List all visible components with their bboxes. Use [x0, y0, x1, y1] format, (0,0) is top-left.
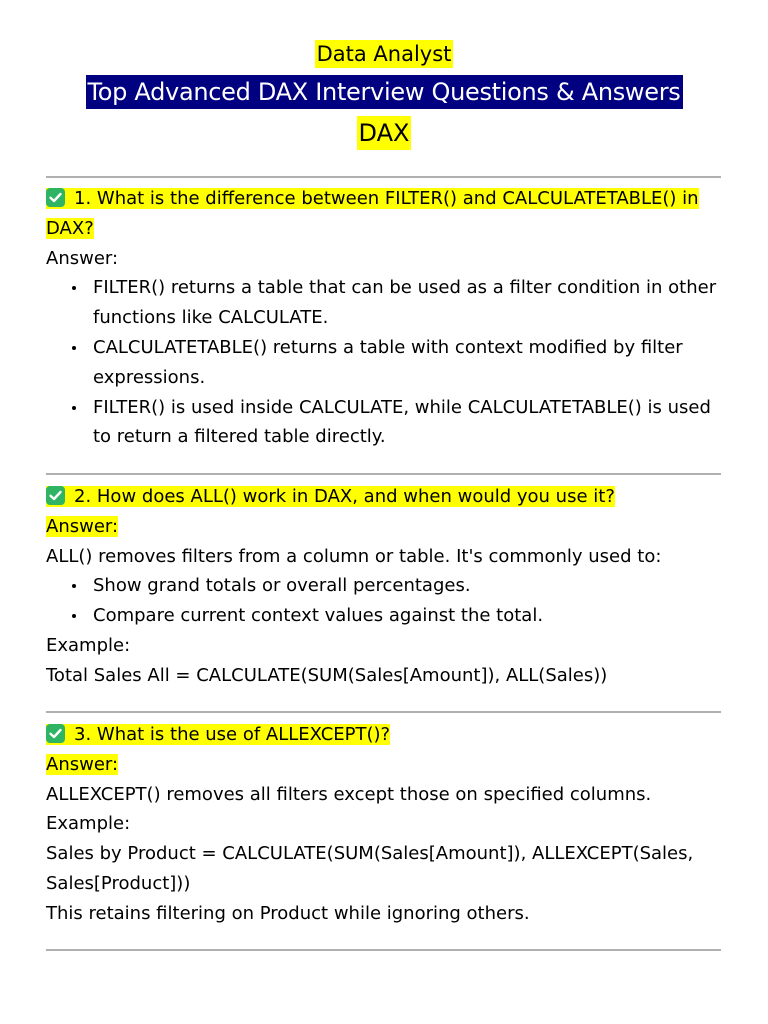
divider — [46, 473, 721, 475]
list-item: FILTER() is used inside CALCULATE, while CALCULATETABLE() is used to return a filtered table directly. — [46, 393, 726, 453]
example-code: Total Sales All = CALCULATE(SUM(Sales[Amount]), ALL(Sales)) — [46, 664, 608, 686]
question-1-text: 1. What is the difference between FILTER() and CALCULATETABLE() in DAX? — [46, 188, 699, 239]
question-1 — [46, 184, 726, 244]
example-code: Sales by Product = CALCULATE(SUM(Sales[Amount]), ALLEXCEPT(Sales, Sales[Product])) — [46, 843, 694, 894]
answer-label: Answer: — [46, 753, 119, 775]
list-item: Compare current context values against the total. — [46, 601, 726, 631]
question-2 — [46, 482, 726, 512]
answer-list — [46, 571, 726, 631]
check-mark-icon — [46, 188, 65, 207]
list-item: Show grand totals or overall percentages. — [46, 571, 726, 601]
document-subtitle: Data Analyst — [316, 42, 452, 66]
answer-intro: ALLEXCEPT() removes all filters except those on specified columns. — [46, 783, 652, 805]
divider — [46, 176, 721, 178]
question-1-section — [46, 184, 726, 452]
question-2-section — [46, 482, 726, 691]
divider — [46, 949, 721, 951]
question-3-section — [46, 720, 726, 929]
question-3 — [46, 720, 726, 750]
answer-label: Answer: — [46, 247, 119, 269]
document-title: Top Advanced DAX Interview Questions & Answers — [86, 75, 683, 109]
document-header — [0, 40, 768, 150]
list-item: CALCULATETABLE() returns a table with context modified by filter expressions. — [46, 333, 726, 393]
example-label: Example: — [46, 634, 131, 656]
answer-intro: ALL() removes filters from a column or table. It's commonly used to: — [46, 545, 662, 567]
question-3-text: 3. What is the use of ALLEXCEPT()? — [74, 724, 391, 745]
divider — [46, 711, 721, 713]
check-mark-icon — [46, 486, 65, 505]
check-mark-icon — [46, 724, 65, 743]
list-item: FILTER() returns a table that can be used as a filter condition in other functions like CALCULATE. — [46, 273, 726, 333]
example-label: Example: — [46, 813, 131, 835]
topic-label: DAX — [357, 116, 412, 150]
answer-label: Answer: — [46, 515, 119, 537]
answer-note: This retains filtering on Product while ignoring others. — [46, 902, 530, 924]
question-2-text: 2. How does ALL() work in DAX, and when would you use it? — [74, 486, 615, 507]
answer-list — [46, 273, 726, 452]
